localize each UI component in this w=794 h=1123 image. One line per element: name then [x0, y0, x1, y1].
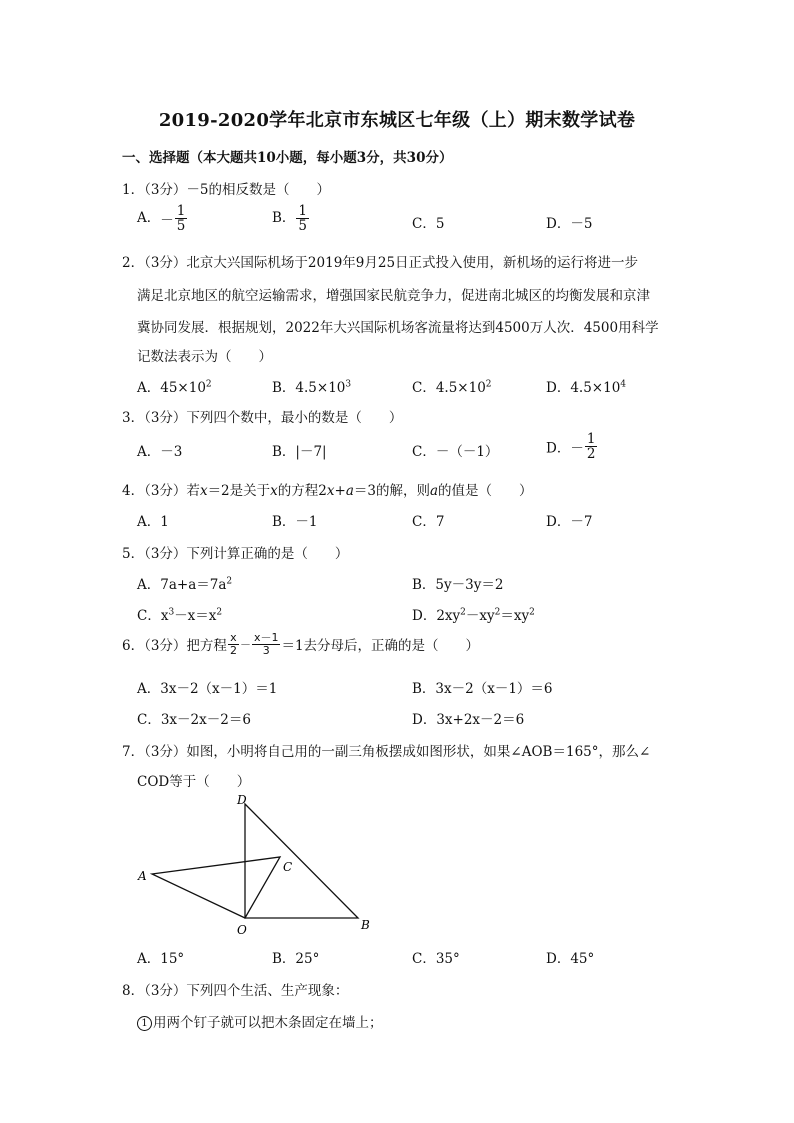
q7-option-a: A．15° — [137, 951, 185, 967]
question-8-stem: 8．（3分）下列四个生活、生产现象： — [122, 983, 349, 999]
label-a: A — [138, 869, 147, 883]
q6-option-a: A．3x－2（x－1）＝1 — [137, 681, 278, 697]
q5-option-a: A．$7a+a=7a^2$ — [137, 576, 233, 593]
q1-option-b: B． $\frac{1}{5}$ — [272, 203, 308, 235]
question-7-line-1: 7．（3分）如图，小明将自己用的一副三角板摆成如图形状，如果∠AOB＝165°，那么∠ — [122, 744, 651, 760]
q1-option-c: C．5 — [412, 216, 445, 232]
q6-option-d: D．3x+2x－2＝6 — [412, 712, 525, 728]
q7-option-c: C．35° — [412, 951, 460, 967]
label-c: C — [283, 860, 293, 874]
q3-option-d: D．－ $\frac{1}{2}$ — [546, 431, 596, 463]
question-6-stem: 6．（3分）把方程 $\frac{x}{2}$ － $\frac{x-1}{3}$ ＝1去分母后，正确的是（ ） — [122, 631, 480, 657]
q3-option-b: B．|－7| — [272, 444, 327, 460]
q7-option-b: B．25° — [272, 951, 320, 967]
q2-option-b: B．$4.5\times 10^3$ — [272, 379, 352, 396]
q8-item-1: 1 用两个钉子就可以把木条固定在墙上； — [137, 1011, 383, 1031]
q4-option-c: C．7 — [412, 514, 445, 530]
q1-option-d: D．－5 — [546, 216, 593, 232]
triangle-figure — [130, 792, 380, 942]
q6-option-b: B．3x－2（x－1）＝6 — [412, 681, 553, 697]
question-2-line-4: 记数法表示为（ ） — [137, 349, 272, 365]
q3-option-c: C．－（－1） — [412, 444, 499, 460]
q5-option-c: C．$x^3-x=x^2$ — [137, 607, 223, 624]
question-2-line-2: 满足北京地区的航空运输需求，增强国家民航竞争力，促进南北城区的均衡发展和京津 — [137, 288, 650, 304]
q2-option-d: D．$4.5\times 10^4$ — [546, 379, 627, 396]
question-2-line-3: 冀协同发展．根据规划，2022年大兴国际机场客流量将达到4500万人次．4500用科学 — [137, 320, 659, 336]
q2-option-c: C．$4.5\times 10^2$ — [412, 379, 492, 396]
section-heading: 一、选择题（本大题共10小题，每小题3分，共30分） — [122, 150, 453, 166]
q5-option-b: B．5y－3y＝2 — [412, 577, 504, 593]
question-7-line-2: COD等于（ ） — [137, 774, 251, 790]
triangle-aoc — [152, 857, 280, 918]
q4-option-a: A．1 — [137, 514, 169, 530]
q6-option-c: C．3x－2x－2＝6 — [137, 712, 251, 728]
circled-number-1: 1 — [137, 1016, 152, 1031]
label-o: O — [237, 923, 247, 937]
q4-option-d: D．－7 — [546, 514, 593, 530]
question-5-stem: 5．（3分）下列计算正确的是（ ） — [122, 546, 349, 562]
q7-option-d: D．45° — [546, 951, 595, 967]
question-2-line-1: 2．（3分）北京大兴国际机场于2019年9月25日正式投入使用，新机场的运行将进一步 — [122, 255, 639, 271]
question-3-stem: 3．（3分）下列四个数中，最小的数是（ ） — [122, 410, 403, 426]
q1-option-a: A．－ $\frac{1}{5}$ — [137, 203, 186, 235]
label-d: D — [237, 793, 247, 807]
q5-option-d: D．$2xy^2-xy^2=xy^2$ — [412, 607, 535, 624]
triangle-dob — [245, 804, 358, 918]
q2-option-a: A．$45\times 10^2$ — [137, 379, 212, 396]
question-4-stem: 4．（3分）若x＝2是关于x的方程2x+a＝3的解，则a的值是（ ） — [122, 483, 533, 499]
question-1-stem: 1．（3分）－5的相反数是（ ） — [122, 182, 331, 198]
q3-option-a: A．－3 — [137, 444, 183, 460]
q4-option-b: B．－1 — [272, 514, 318, 530]
label-b: B — [361, 918, 370, 932]
page-title: 2019-2020学年北京市东城区七年级（上）期末数学试卷 — [158, 110, 636, 131]
